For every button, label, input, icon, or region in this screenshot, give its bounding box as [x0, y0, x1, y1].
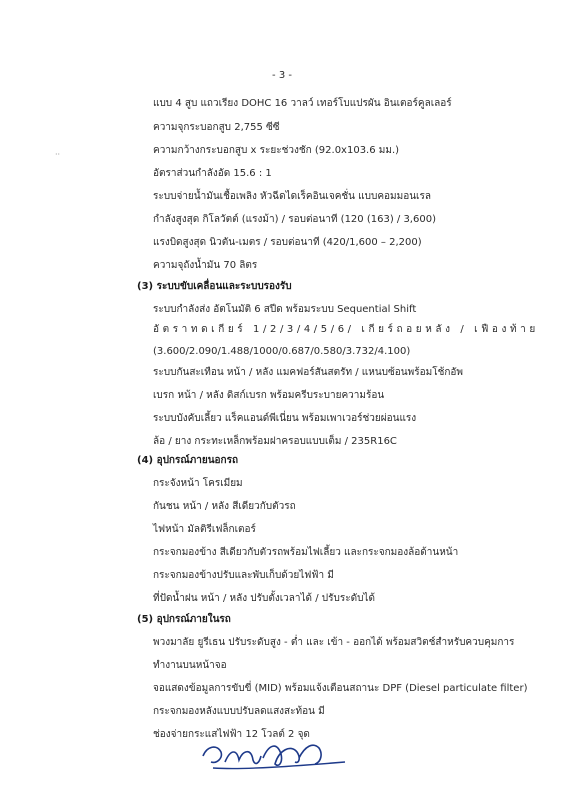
power-outlets: ช่องจ่ายกระแสไฟฟ้า 12 โวลต์ 2 จุด	[153, 729, 310, 740]
gear-ratio-values: (3.600/2.090/1.488/1000/0.687/0.580/3.732/4.100)	[153, 346, 411, 357]
engine-type: แบบ 4 สูบ แถวเรียง DOHC 16 วาลว์ เทอร์โบแปรผัน อินเตอร์คูลเลอร์	[153, 98, 452, 109]
mid-display: จอแสดงข้อมูลการขับขี่ (MID) พร้อมแจ้งเตือนสถานะ DPF (Diesel particulate filter)	[153, 683, 528, 694]
gear-ratio-label: อัตราทดเกียร์ 1/2/3/4/5/6/ เกียร์ถอยหลัง / เฟืองท้าย	[153, 324, 539, 335]
bumpers: กันชน หน้า / หลัง สีเดียวกับตัวรถ	[153, 501, 296, 512]
side-mirrors: กระจกมองข้าง สีเดียวกับตัวรถพร้อมไฟเลี้ยว และกระจกมองล้อด้านหน้า	[153, 547, 459, 558]
handwritten-signature	[195, 728, 355, 778]
transmission: ระบบกำลังส่ง อัตโนมัติ 6 สปีด พร้อมระบบ Sequential Shift	[153, 304, 417, 315]
power-fold-mirrors: กระจกมองข้างปรับและพับเก็บด้วยไฟฟ้า มี	[153, 570, 334, 581]
engine-bore-stroke: ความกว้างกระบอกสูบ x ระยะช่วงชัก (92.0x103.6 มม.)	[153, 145, 400, 156]
section-3-heading: (3) ระบบขับเคลื่อนและระบบรองรับ	[137, 281, 292, 292]
front-grille: กระจังหน้า โครเมียม	[153, 478, 243, 489]
engine-displacement: ความจุกระบอกสูบ 2,755 ซีซี	[153, 122, 280, 133]
engine-max-power: กำลังสูงสุด กิโลวัตต์ (แรงม้า) / รอบต่อนาที (120 (163) / 3,600)	[153, 214, 436, 225]
engine-max-torque: แรงบิดสูงสุด นิวตัน-เมตร / รอบต่อนาที (420/1,600 – 2,200)	[153, 237, 422, 248]
engine-compression: อัตราส่วนกำลังอัด 15.6 : 1	[153, 168, 272, 179]
stray-mark: ··	[55, 150, 61, 159]
section-4-heading: (4) อุปกรณ์ภายนอกรถ	[137, 455, 239, 466]
engine-fuel-tank: ความจุถังน้ำมัน 70 ลิตร	[153, 260, 258, 271]
suspension: ระบบกันสะเทือน หน้า / หลัง แมคฟอร์สันสตรัท / แหนบซ้อนพร้อมโช้กอัพ	[153, 367, 464, 378]
headlights: ไฟหน้า มัลติรีเฟล็กเตอร์	[153, 524, 256, 535]
wheels-tires: ล้อ / ยาง กระทะเหล็กพร้อมฝาครอบแบบเต็ม / 235R16C	[153, 436, 397, 447]
wipers: ที่ปัดน้ำฝน หน้า / หลัง ปรับตั้งเวลาได้ / ปรับระดับได้	[153, 593, 375, 604]
steering-wheel-cont: ทำงานบนหน้าจอ	[153, 660, 227, 671]
steering-wheel: พวงมาลัย ยูรีเธน ปรับระดับสูง - ต่ำ และ เข้า - ออกได้ พร้อมสวิตช์สำหรับควบคุมการ	[153, 637, 515, 648]
section-5-heading: (5) อุปกรณ์ภายในรถ	[137, 614, 231, 625]
page-number: - 3 -	[272, 70, 292, 81]
brakes: เบรก หน้า / หลัง ดิสก์เบรก พร้อมครีบระบายความร้อน	[153, 390, 385, 401]
rear-view-mirror: กระจกมองหลังแบบปรับลดแสงสะท้อน มี	[153, 706, 325, 717]
steering: ระบบบังคับเลี้ยว แร็คแอนด์พีเนี่ยน พร้อมเพาเวอร์ช่วยผ่อนแรง	[153, 413, 417, 424]
engine-fuel-system: ระบบจ่ายน้ำมันเชื้อเพลิง หัวฉีดไดเร็คอินเจคชั่น แบบคอมมอนเรล	[153, 191, 431, 202]
